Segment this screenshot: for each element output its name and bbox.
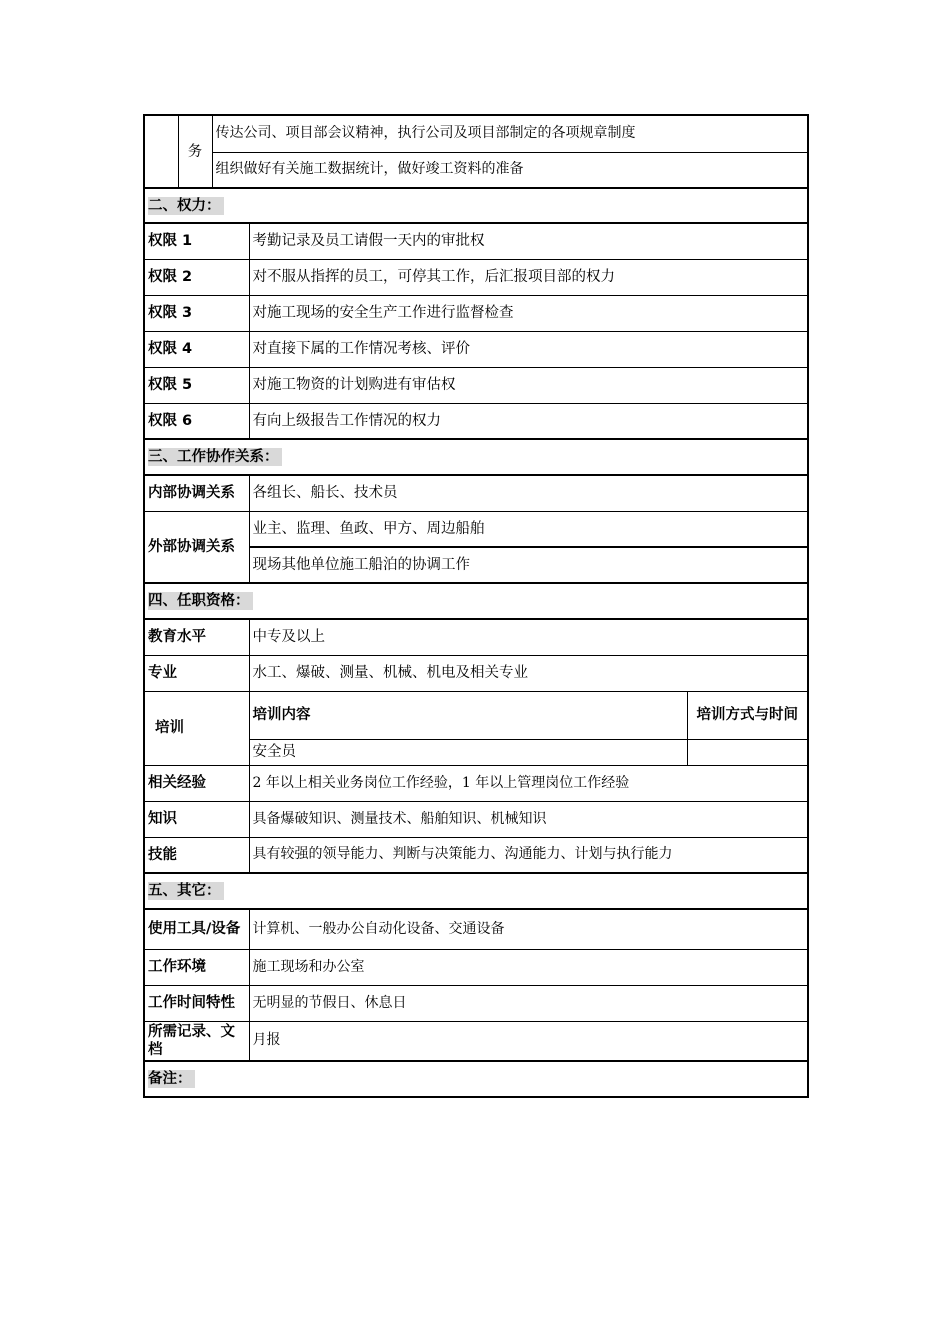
authority-label: 权限 3 (144, 295, 249, 331)
records-value: 月报 (249, 1021, 808, 1061)
internal-relation-value: 各组长、船长、技术员 (249, 475, 808, 511)
skill-row (144, 837, 808, 873)
authority-value: 有向上级报告工作情况的权力 (249, 403, 808, 439)
major-value: 水工、爆破、测量、机械、机电及相关专业 (249, 655, 808, 691)
external-relation-row (144, 511, 808, 547)
knowledge-label: 知识 (144, 801, 249, 837)
environment-value: 施工现场和办公室 (249, 949, 808, 985)
authority-value: 对施工物资的计划购进有审估权 (249, 367, 808, 403)
training-content-value: 安全员 (249, 739, 687, 765)
experience-row (144, 765, 808, 801)
section-title: 五、其它： (148, 882, 224, 900)
remarks-title: 备注： (148, 1070, 195, 1088)
authority-label: 权限 4 (144, 331, 249, 367)
environment-label: 工作环境 (144, 949, 249, 985)
records-label: 所需记录、文档 (144, 1021, 249, 1061)
authority-row (144, 367, 808, 403)
training-method-value (687, 739, 808, 765)
duty-line: 组织做好有关施工数据统计，做好竣工资料的准备 (212, 152, 808, 188)
training-label: 培训 (144, 691, 249, 765)
authority-row (144, 331, 808, 367)
tools-row (144, 909, 808, 949)
duty-line: 传达公司、项目部会议精神，执行公司及项目部制定的各项规章制度 (212, 115, 808, 152)
tools-label: 使用工具/设备 (144, 909, 249, 949)
external-relation-label: 外部协调关系 (144, 511, 249, 583)
knowledge-value: 具备爆破知识、测量技术、船舶知识、机械知识 (249, 801, 808, 837)
work-time-label: 工作时间特性 (144, 985, 249, 1021)
experience-label: 相关经验 (144, 765, 249, 801)
section-authority-header (144, 188, 808, 223)
skill-label: 技能 (144, 837, 249, 873)
job-description-page (143, 114, 807, 1098)
duty-row (144, 115, 808, 152)
external-relation-value: 业主、监理、鱼政、甲方、周边船舶 (249, 511, 808, 547)
skill-value: 具有较强的领导能力、判断与决策能力、沟通能力、计划与执行能力 (249, 837, 808, 873)
authority-label: 权限 6 (144, 403, 249, 439)
section-other-header (144, 873, 808, 909)
records-row (144, 1021, 808, 1061)
authority-row (144, 295, 808, 331)
major-row (144, 655, 808, 691)
authority-row (144, 223, 808, 259)
major-label: 专业 (144, 655, 249, 691)
education-label: 教育水平 (144, 619, 249, 655)
section-title: 四、任职资格： (148, 592, 253, 610)
education-row (144, 619, 808, 655)
authority-value: 对不服从指挥的员工，可停其工作，后汇报项目部的权力 (249, 259, 808, 295)
work-time-row (144, 985, 808, 1021)
authority-label: 权限 1 (144, 223, 249, 259)
duty-side-char: 务 (178, 115, 212, 188)
tools-value: 计算机、一般办公自动化设备、交通设备 (249, 909, 808, 949)
section-title: 三、工作协作关系： (148, 448, 282, 466)
training-content-header: 培训内容 (249, 691, 687, 739)
environment-row (144, 949, 808, 985)
remarks-row (144, 1061, 808, 1097)
internal-relation-row (144, 475, 808, 511)
authority-row (144, 259, 808, 295)
authority-label: 权限 2 (144, 259, 249, 295)
training-header-row (144, 691, 808, 739)
external-relation-value: 现场其他单位施工船泊的协调工作 (249, 547, 808, 583)
authority-value: 对直接下属的工作情况考核、评价 (249, 331, 808, 367)
experience-value: 2 年以上相关业务岗位工作经验，1 年以上管理岗位工作经验 (249, 765, 808, 801)
internal-relation-label: 内部协调关系 (144, 475, 249, 511)
knowledge-row (144, 801, 808, 837)
authority-value: 考勤记录及员工请假一天内的审批权 (249, 223, 808, 259)
authority-value: 对施工现场的安全生产工作进行监督检查 (249, 295, 808, 331)
authority-row (144, 403, 808, 439)
authority-label: 权限 5 (144, 367, 249, 403)
section-qualification-header (144, 583, 808, 619)
work-time-value: 无明显的节假日、休息日 (249, 985, 808, 1021)
section-relations-header (144, 439, 808, 475)
education-value: 中专及以上 (249, 619, 808, 655)
duty-outer-cell (144, 115, 178, 188)
training-method-header: 培训方式与时间 (687, 691, 808, 739)
duty-row (144, 152, 808, 188)
section-title: 二、权力： (148, 197, 224, 215)
job-description-table (143, 114, 809, 1098)
